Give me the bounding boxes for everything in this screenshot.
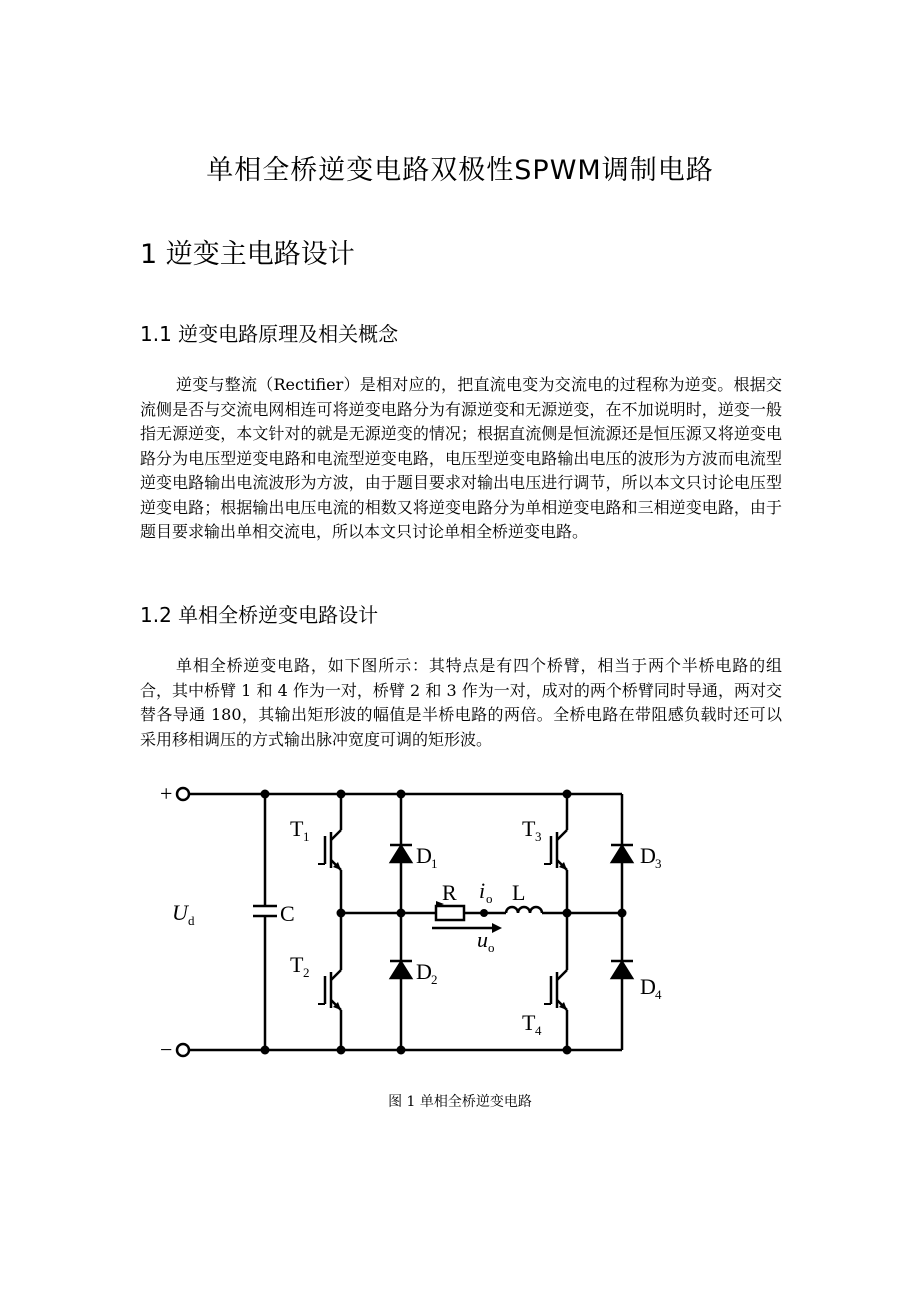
t2-subscript: 2	[303, 965, 310, 980]
ud-label: U	[172, 900, 188, 925]
d4-label: D	[640, 974, 656, 999]
resistor-label: R	[442, 880, 457, 905]
section-heading-1-2: 1.2 单相全桥逆变电路设计	[140, 603, 379, 627]
paragraph-design: 单相全桥逆变电路，如下图所示：其特点是有四个桥臂，相当于两个半桥电路的组合，其中桥臂 1 和 4 作为一对，桥臂 2 和 3 作为一对，成对的两个桥臂同时导通，两对交替各导通 180，其输出矩形波的幅值是半桥电路的两倍。全桥电路在带阻感负载时还可以采用移相调压的方式输出脉冲宽度可调的矩形波。	[140, 656, 782, 749]
voltage-subscript: o	[488, 940, 495, 955]
current-label: i	[479, 878, 486, 903]
t4-label: T	[522, 1010, 536, 1035]
plus-terminal-label: +	[160, 781, 173, 806]
t4-subscript: 4	[535, 1023, 542, 1038]
d1-subscript: 1	[431, 856, 438, 871]
full-bridge-circuit-diagram	[150, 770, 670, 1080]
inductor-label: L	[512, 880, 526, 905]
minus-terminal-label: −	[160, 1037, 173, 1062]
d1-label: D	[416, 843, 432, 868]
voltage-label: u	[477, 927, 488, 952]
d2-subscript: 2	[431, 972, 438, 987]
t3-label: T	[522, 816, 536, 841]
t1-subscript: 1	[303, 829, 310, 844]
t2-label: T	[290, 952, 304, 977]
page-title: 单相全桥逆变电路双极性SPWM调制电路	[206, 155, 714, 186]
paragraph-principle: 逆变与整流（Rectifier）是相对应的，把直流电变为交流电的过程称为逆变。根据交流侧是否与交流电网相连可将逆变电路分为有源逆变和无源逆变，在不加说明时，逆变一般指无源逆变，本文针对的就是无源逆变的情况；根据直流侧是恒流源还是恒压源又将逆变电路分为电压型逆变电路和电流型逆变电路，电压型逆变电路输出电压的波形为方波而电流型逆变电路输出电流波形为方波，由于题目要求对输出电压进行调节，所以本文只讨论电压型逆变电路；根据输出电压电流的相数又将逆变电路分为单相逆变电路和三相逆变电路，由于题目要求输出单相交流电，所以本文只讨论单相全桥逆变电路。	[140, 375, 782, 541]
d3-subscript: 3	[655, 856, 662, 871]
current-subscript: o	[486, 891, 493, 906]
section-heading-1: 1 逆变主电路设计	[140, 239, 355, 270]
d3-label: D	[640, 843, 656, 868]
d4-subscript: 4	[655, 987, 662, 1002]
section-heading-1-1: 1.1 逆变电路原理及相关概念	[140, 322, 399, 346]
t3-subscript: 3	[535, 829, 542, 844]
capacitor-label: C	[280, 901, 295, 926]
t1-label: T	[290, 816, 304, 841]
ud-subscript: d	[188, 913, 195, 928]
figure-caption: 图 1 单相全桥逆变电路	[388, 1094, 532, 1110]
d2-label: D	[416, 959, 432, 984]
